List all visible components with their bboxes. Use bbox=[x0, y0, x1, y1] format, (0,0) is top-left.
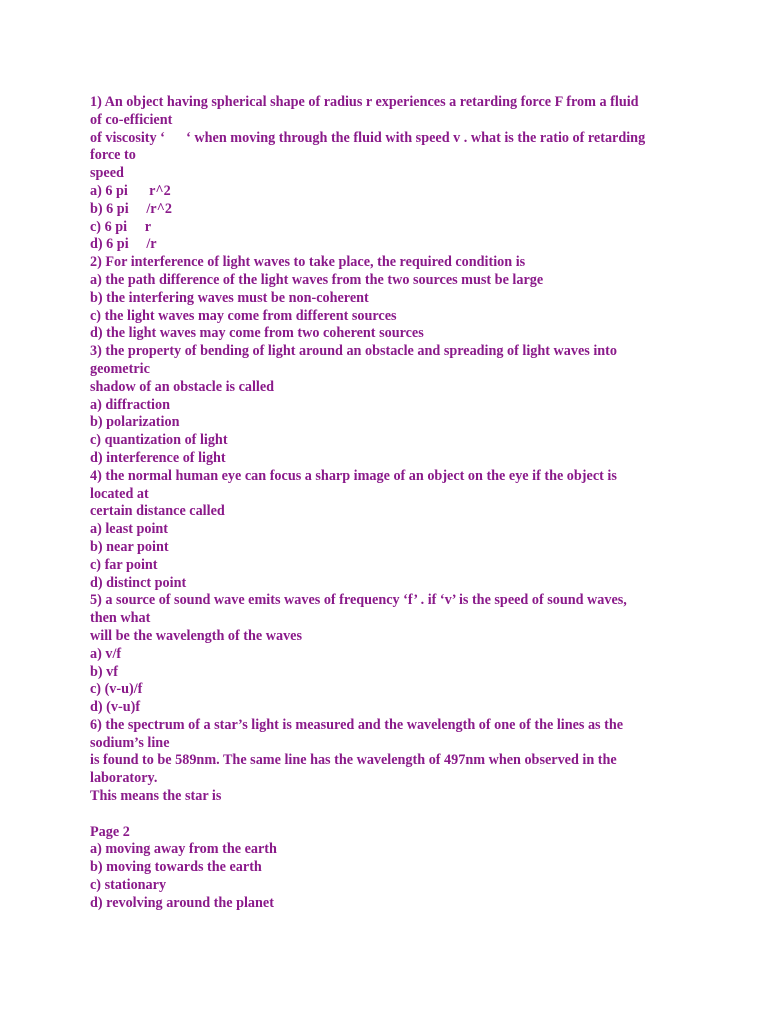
question-1-option-b: b) 6 pi /r^2 bbox=[90, 200, 172, 217]
question-3-option-b: b) polarization bbox=[90, 414, 180, 431]
question-5-option-a: a) v/f bbox=[90, 645, 122, 662]
question-5-option-c: c) (v-u)/f bbox=[90, 681, 143, 698]
question-2-option-a: a) the path difference of the light waves from the two sources must be large bbox=[90, 271, 544, 288]
question-1-line-3: of viscosity ‘ ‘ when moving through the fluid with speed v . what is the ratio of retarding bbox=[90, 129, 646, 146]
question-4-option-a: a) least point bbox=[90, 521, 169, 538]
question-4-option-c: c) far point bbox=[90, 556, 158, 573]
question-4-option-d: d) distinct point bbox=[90, 574, 187, 591]
question-6-option-c: c) stationary bbox=[90, 877, 167, 894]
question-1-line-1: 1) An object having spherical shape of radius r experiences a retarding force F from a fluid bbox=[90, 94, 639, 110]
question-1-option-a: a) 6 pi r^2 bbox=[90, 182, 171, 199]
question-5-option-b: b) vf bbox=[90, 663, 118, 680]
question-3-option-a: a) diffraction bbox=[90, 396, 170, 413]
question-4-line-1: 4) the normal human eye can focus a sharp image of an object on the eye if the object is bbox=[90, 467, 617, 484]
question-6-line-4: laboratory. bbox=[90, 770, 158, 787]
question-3-line-1: 3) the property of bending of light around an obstacle and spreading of light waves into bbox=[90, 343, 617, 360]
question-1-line-2: of co-efficient bbox=[90, 111, 173, 128]
question-5-option-d: d) (v-u)f bbox=[90, 699, 141, 716]
question-2-option-d: d) the light waves may come from two coherent sources bbox=[90, 325, 424, 342]
question-3-option-d: d) interference of light bbox=[90, 449, 226, 466]
question-3-line-3: shadow of an obstacle is called bbox=[90, 378, 275, 395]
question-6-option-d: d) revolving around the planet bbox=[90, 894, 274, 911]
question-4-line-2: located at bbox=[90, 485, 149, 502]
question-4-line-3: certain distance called bbox=[90, 503, 225, 520]
question-5-line-1: 5) a source of sound wave emits waves of frequency ‘f’ . if ‘v’ is the speed of sound waves, bbox=[90, 592, 627, 609]
question-1-option-c: c) 6 pi r bbox=[90, 218, 152, 235]
question-2-option-c: c) the light waves may come from different sources bbox=[90, 307, 397, 324]
question-1-line-5: speed bbox=[90, 165, 124, 182]
question-1-line-4: force to bbox=[90, 147, 136, 164]
blank-line bbox=[90, 806, 690, 824]
question-5-line-2: then what bbox=[90, 610, 151, 627]
question-2-option-b: b) the interfering waves must be non-coherent bbox=[90, 289, 369, 306]
question-2-line-1: 2) For interference of light waves to take place, the required condition is bbox=[90, 254, 526, 271]
question-3-line-2: geometric bbox=[90, 360, 150, 377]
page-number: Page 2 bbox=[90, 823, 130, 840]
question-6-line-5: This means the star is bbox=[90, 788, 222, 805]
question-5-line-3: will be the wavelength of the waves bbox=[90, 627, 303, 644]
question-3-option-c: c) quantization of light bbox=[90, 432, 228, 449]
document-body bbox=[90, 94, 690, 913]
question-6-line-3: is found to be 589nm. The same line has the wavelength of 497nm when observed in the bbox=[90, 752, 617, 769]
question-4-option-b: b) near point bbox=[90, 538, 169, 555]
question-6-option-a: a) moving away from the earth bbox=[90, 841, 277, 858]
question-6-line-1: 6) the spectrum of a star’s light is measured and the wavelength of one of the lines as the bbox=[90, 716, 624, 733]
question-6-option-b: b) moving towards the earth bbox=[90, 859, 262, 876]
question-6-line-2: sodium’s line bbox=[90, 734, 170, 751]
question-1-option-d: d) 6 pi /r bbox=[90, 236, 157, 253]
